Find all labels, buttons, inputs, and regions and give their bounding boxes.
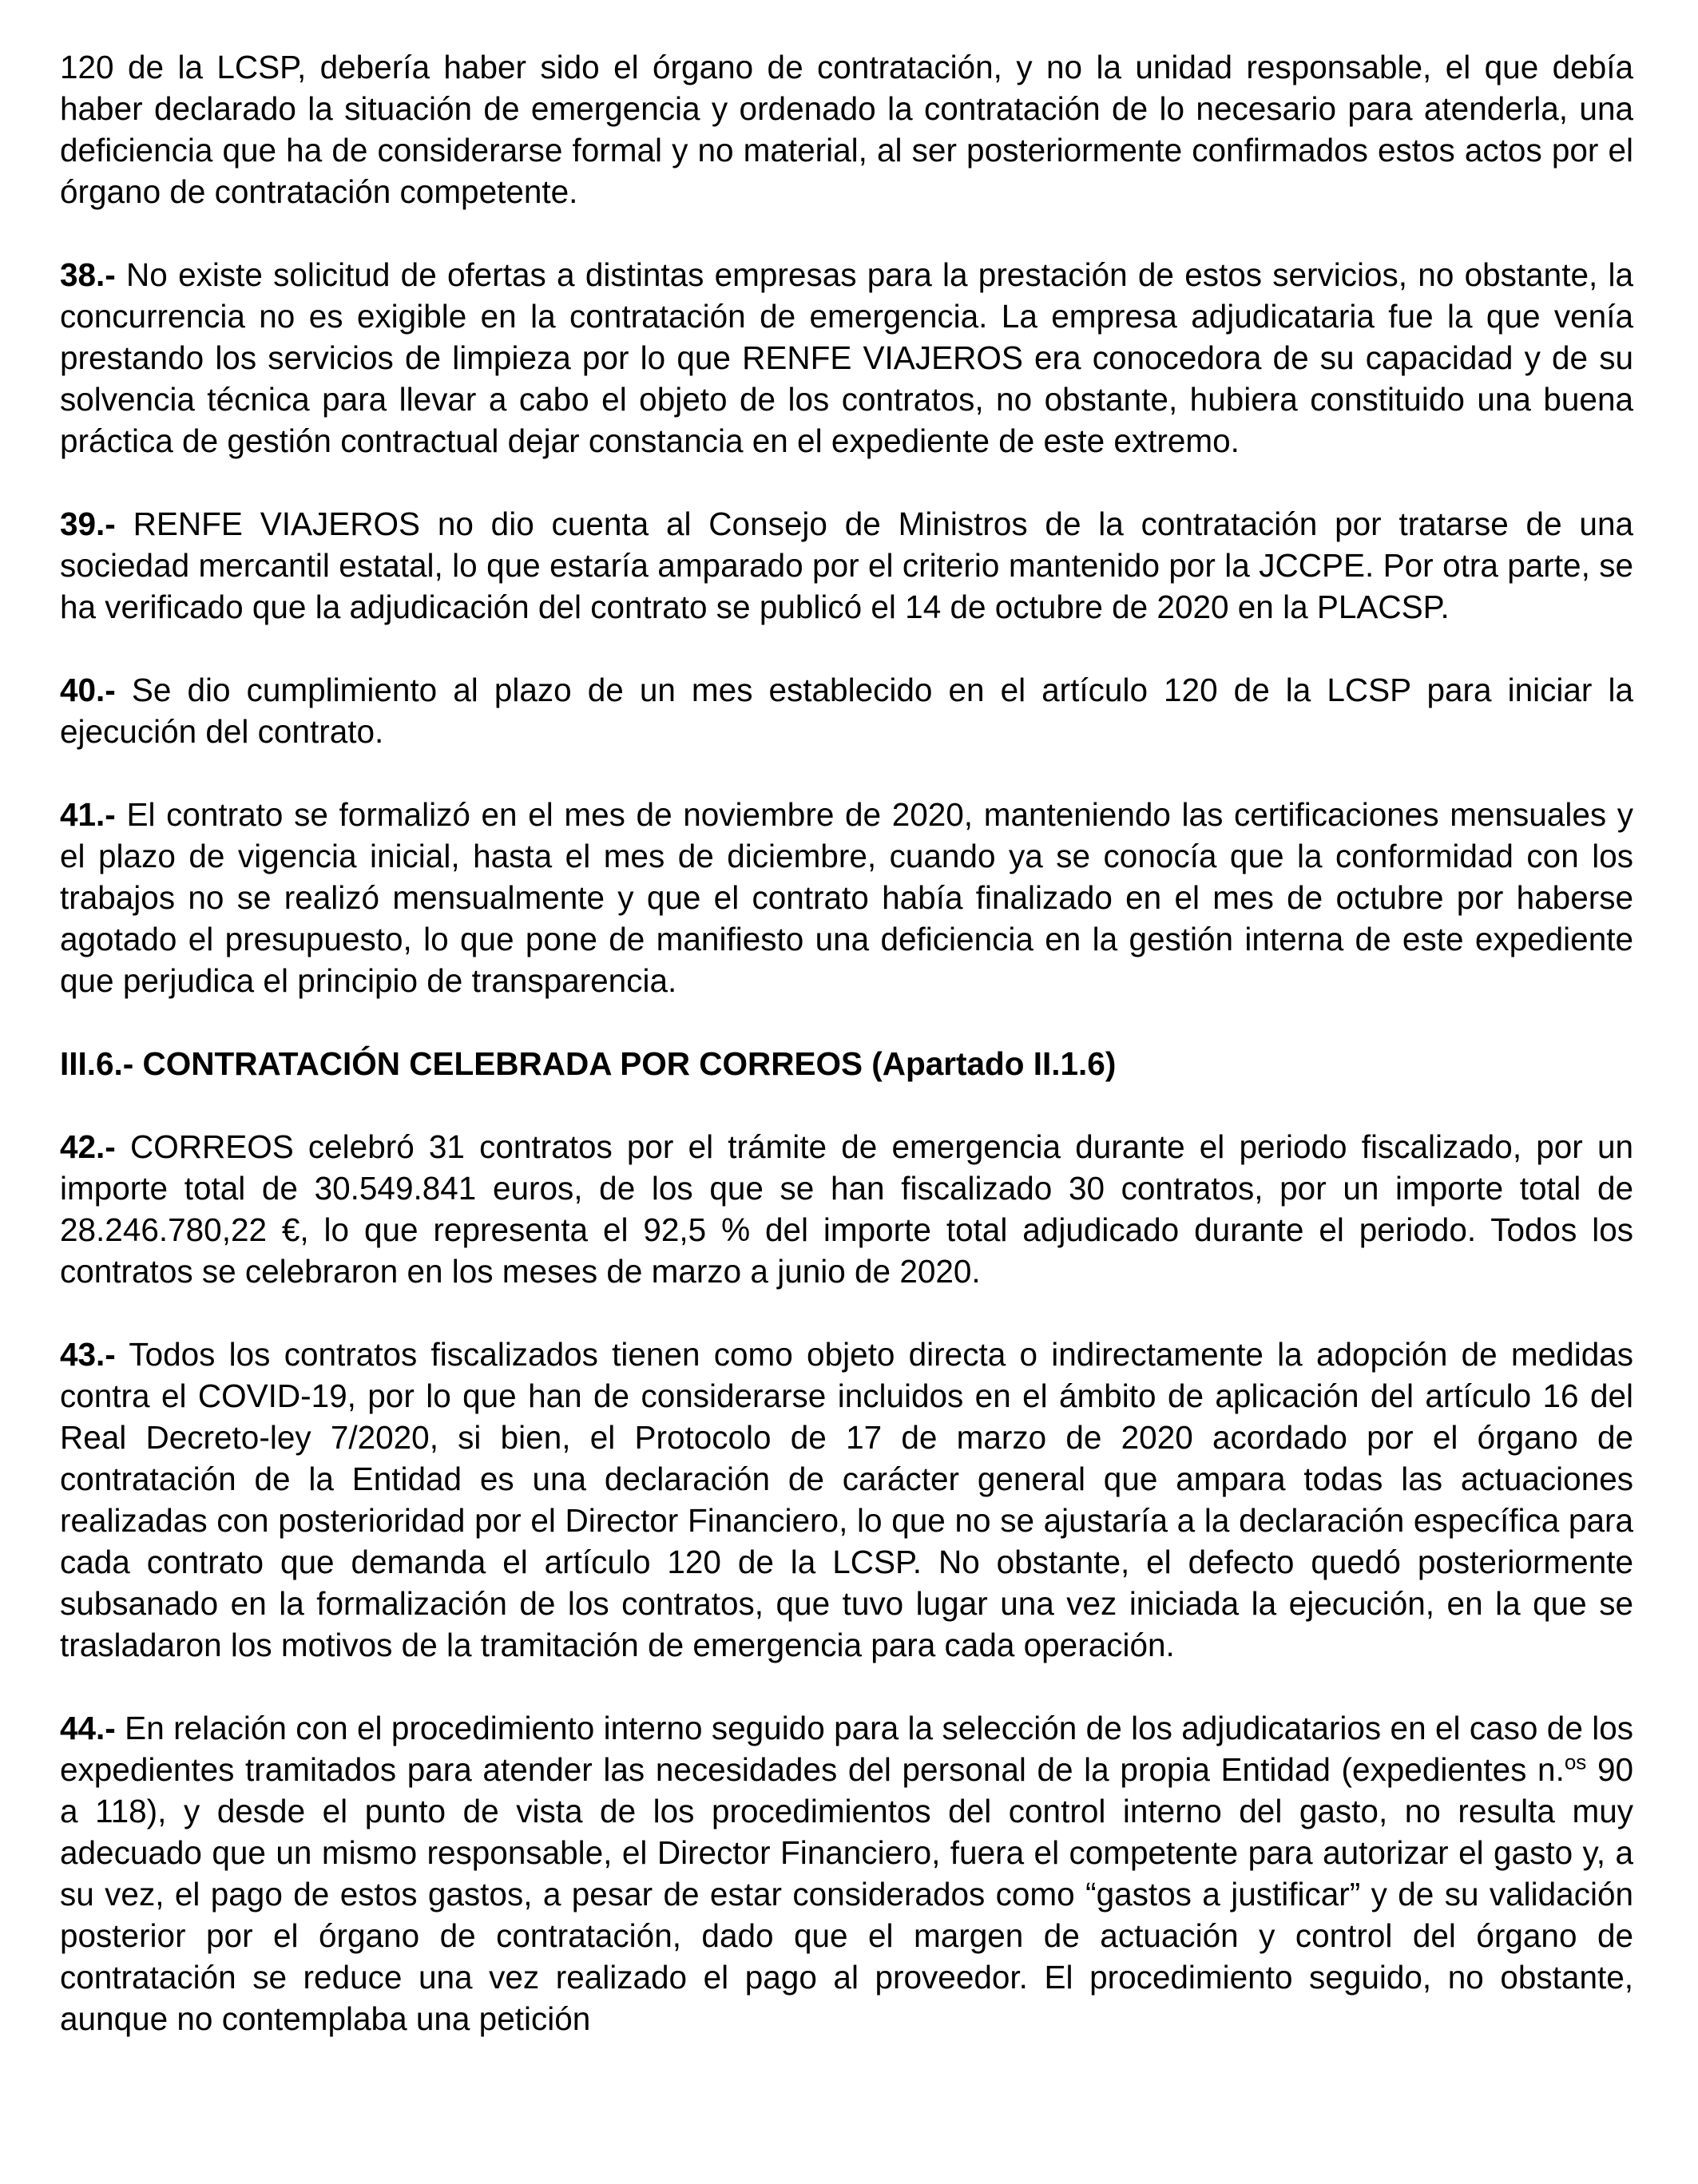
paragraph-42 — [60, 1126, 1633, 1292]
paragraph-text: Se dio cumplimiento al plazo de un mes establecido en el artículo 120 de la LCSP para iniciar la ejecución del contrato. — [60, 672, 1633, 750]
document-page — [60, 46, 1633, 2081]
paragraph-37-continuation — [60, 46, 1633, 212]
paragraph-number: 42.- — [60, 1128, 116, 1165]
superscript-os: os — [1564, 1750, 1587, 1774]
paragraph-text: RENFE VIAJEROS no dio cuenta al Consejo de Ministros de la contratación por tratarse de una sociedad mercantil estatal, lo que estaría amparado por el criterio mantenido por la JCCPE. Por otra parte, se ha verificado que la adjudicación del contrato se publicó el 14 de octubre de 2020 en la PLACSP. — [60, 505, 1633, 625]
paragraph-43 — [60, 1334, 1633, 1666]
paragraph-38 — [60, 254, 1633, 462]
paragraph-number: 40.- — [60, 672, 116, 708]
paragraph-text: 120 de la LCSP, debería haber sido el órgano de contratación, y no la unidad responsable, el que debía haber declarado la situación de emergencia y ordenado la contratación de lo necesario para atenderla, una deficiencia que ha de considerarse formal y no material, al ser posteriormente confirmados estos actos por el órgano de contratación competente. — [60, 49, 1633, 210]
paragraph-number: 41.- — [60, 796, 116, 833]
paragraph-number: 44.- — [60, 1710, 116, 1746]
paragraph-text: CORREOS celebró 31 contratos por el trámite de emergencia durante el periodo fiscalizado, por un importe total de 30.549.841 euros, de los que se han fiscalizado 30 contratos, por un importe total de 28.246.780,22 €, lo que representa el 92,5 % del importe total adjudicado durante el periodo. Todos los contratos se celebraron en los meses de marzo a junio de 2020. — [60, 1128, 1633, 1290]
section-heading-iii-6: III.6.- CONTRATACIÓN CELEBRADA POR CORREOS (Apartado II.1.6) — [60, 1045, 1117, 1082]
paragraph-number: 38.- — [60, 256, 116, 293]
paragraph-text: Todos los contratos fiscalizados tienen como objeto directa o indirectamente la adopción de medidas contra el COVID-19, por lo que han de considerarse incluidos en el ámbito de aplicación del artículo 16 del Real Decreto-ley 7/2020, si bien, el Protocolo de 17 de marzo de 2020 acordado por el órgano de contratación de la Entidad es una declaración de carácter general que ampara todas las actuaciones realizadas con posterioridad por el Director Financiero, lo que no se ajustaría a la declaración específica para cada contrato que demanda el artículo 120 de la LCSP. No obstante, el defecto quedó posteriormente subsanado en la formalización de los contratos, que tuvo lugar una vez iniciada la ejecución, en la que se trasladaron los motivos de la tramitación de emergencia para cada operación. — [60, 1336, 1633, 1663]
paragraph-number: 39.- — [60, 505, 116, 542]
paragraph-text: En relación con el procedimiento interno seguido para la selección de los adjudicatarios en el caso de los expedientes tramitados para atender las necesidades del personal de la propia Entidad (expedientes n. — [60, 1710, 1633, 1788]
paragraph-number: 43.- — [60, 1336, 116, 1373]
paragraph-40 — [60, 669, 1633, 752]
paragraph-text: No existe solicitud de ofertas a distintas empresas para la prestación de estos servicios, no obstante, la concurrencia no es exigible en la contratación de emergencia. La empresa adjudicataria fue la que venía prestando los servicios de limpieza por lo que RENFE VIAJEROS era conocedora de su capacidad y de su solvencia técnica para llevar a cabo el objeto de los contratos, no obstante, hubiera constituido una buena práctica de gestión contractual dejar constancia en el expediente de este extremo. — [60, 256, 1633, 459]
paragraph-text: El contrato se formalizó en el mes de noviembre de 2020, manteniendo las certificaciones mensuales y el plazo de vigencia inicial, hasta el mes de diciembre, cuando ya se conocía que la conformidad con los trabajos no se realizó mensualmente y que el contrato había finalizado en el mes de octubre por haberse agotado el presupuesto, lo que pone de manifiesto una deficiencia en la gestión interna de este expediente que perjudica el principio de transparencia. — [60, 796, 1633, 999]
paragraph-44 — [60, 1707, 1633, 2039]
paragraph-39 — [60, 503, 1633, 628]
paragraph-text: 90 a 118), y desde el punto de vista de los procedimientos del control interno del gasto, no resulta muy adecuado que un mismo responsable, el Director Financiero, fuera el competente para autorizar el gasto y, a su vez, el pago de estos gastos, a pesar de estar considerados como “gastos a justificar” y de su validación posterior por el órgano de contratación, dado que el margen de actuación y control del órgano de contratación se reduce una vez realizado el pago al proveedor. El procedimiento seguido, no obstante, aunque no contemplaba una petición — [60, 1751, 1633, 2037]
paragraph-41 — [60, 794, 1633, 1001]
